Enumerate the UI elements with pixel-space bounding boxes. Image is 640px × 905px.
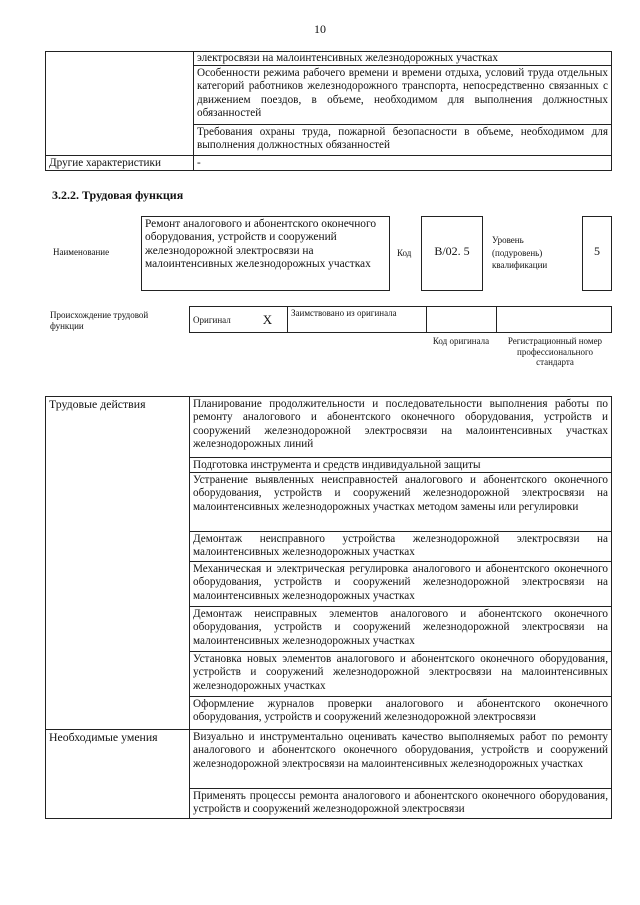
labor-action-item: Подготовка инструмента и средств индивидуальной защиты — [189, 457, 612, 473]
level-value: 5 — [582, 216, 612, 291]
original-code-cell — [426, 306, 497, 333]
section-title: 3.2.2. Трудовая функция — [52, 188, 184, 202]
required-skill-item: Применять процессы ремонта аналогового и абонентского оконечного оборудования, устройств и сооружений железнодорожной электросвязи — [189, 788, 612, 819]
top-table-left-cell — [45, 51, 194, 156]
top-table-row: Требования охраны труда, пожарной безопасности в объеме, необходимом для выполнения должностных обязанностей — [193, 124, 612, 156]
reg-number-caption: Регистрационный номер профессионального стандарта — [507, 336, 603, 367]
labor-action-item: Оформление журналов проверки аналогового и абонентского оконечного оборудования, устройств и сооружений железнодорожной электросвязи — [189, 696, 612, 730]
name-label: Наименование — [53, 247, 110, 257]
function-name: Ремонт аналогового и абонентского оконечного оборудования, устройств и сооружений железнодорожной электросвязи на малоинтенсивных железнодорожных участках — [141, 216, 390, 291]
code-value: В/02. 5 — [421, 216, 483, 291]
other-characteristics-label: Другие характеристики — [45, 155, 194, 171]
required-skills-label: Необходимые умения — [45, 729, 190, 819]
original-label: Оригинал — [189, 306, 249, 333]
labor-action-item: Демонтаж неисправных элементов аналогового и абонентского оконечного оборудования, устройств и сооружений железнодорожной электросвязи на малоинтенсивных железнодорожных участках — [189, 606, 612, 652]
original-code-caption: Код оригинала — [432, 336, 490, 346]
labor-action-item: Установка новых элементов аналогового и абонентского оконечного оборудования, устройств и сооружений железнодорожной электросвязи на малоинтенсивных железнодорожных участках — [189, 651, 612, 697]
page-number: 10 — [314, 22, 326, 36]
top-table-row: Особенности режима рабочего времени и времени отдыха, условий труда отдельных категорий работников железнодорожного транспорта, непосредственно связанных с движением поездов, в объеме, необходимом для выполнения должностных обязанностей — [193, 65, 612, 125]
reg-number-cell — [496, 306, 612, 333]
borrowed-label: Заимствовано из оригинала — [287, 306, 427, 333]
original-mark: X — [248, 306, 288, 333]
level-label: Уровень (подуровень) квалификации — [492, 235, 548, 270]
origin-label: Происхождение трудовой функции — [50, 310, 149, 331]
labor-actions-label: Трудовые действия — [45, 396, 190, 730]
labor-action-item: Демонтаж неисправного устройства железнодорожной электросвязи на малоинтенсивных железнодорожных участках — [189, 531, 612, 562]
labor-action-item: Устранение выявленных неисправностей аналогового и абонентского оконечного оборудования, устройств и сооружений железнодорожной электросвязи на малоинтенсивных железнодорожных участках методом замены или регулировки — [189, 472, 612, 532]
top-table-row: электросвязи на малоинтенсивных железнодорожных участках — [193, 51, 612, 66]
required-skill-item: Визуально и инструментально оценивать качество выполняемых работ по ремонту аналогового и абонентского оконечного оборудования, устройств и сооружений железнодорожной электросвязи на малоинтенсивных железнодорожных участках — [189, 729, 612, 789]
labor-action-item: Механическая и электрическая регулировка аналогового и абонентского оконечного оборудования, устройств и сооружений железнодорожной электросвязи на малоинтенсивных железнодорожных участках — [189, 561, 612, 607]
code-label: Код — [397, 248, 412, 258]
other-characteristics-value: - — [193, 155, 612, 171]
labor-action-item: Планирование продолжительности и последовательности выполнения работы по ремонту аналогового и абонентского оконечного оборудования, устройств и сооружений железнодорожной электросвязи на малоинтенсивных участках железнодорожных линий — [189, 396, 612, 458]
